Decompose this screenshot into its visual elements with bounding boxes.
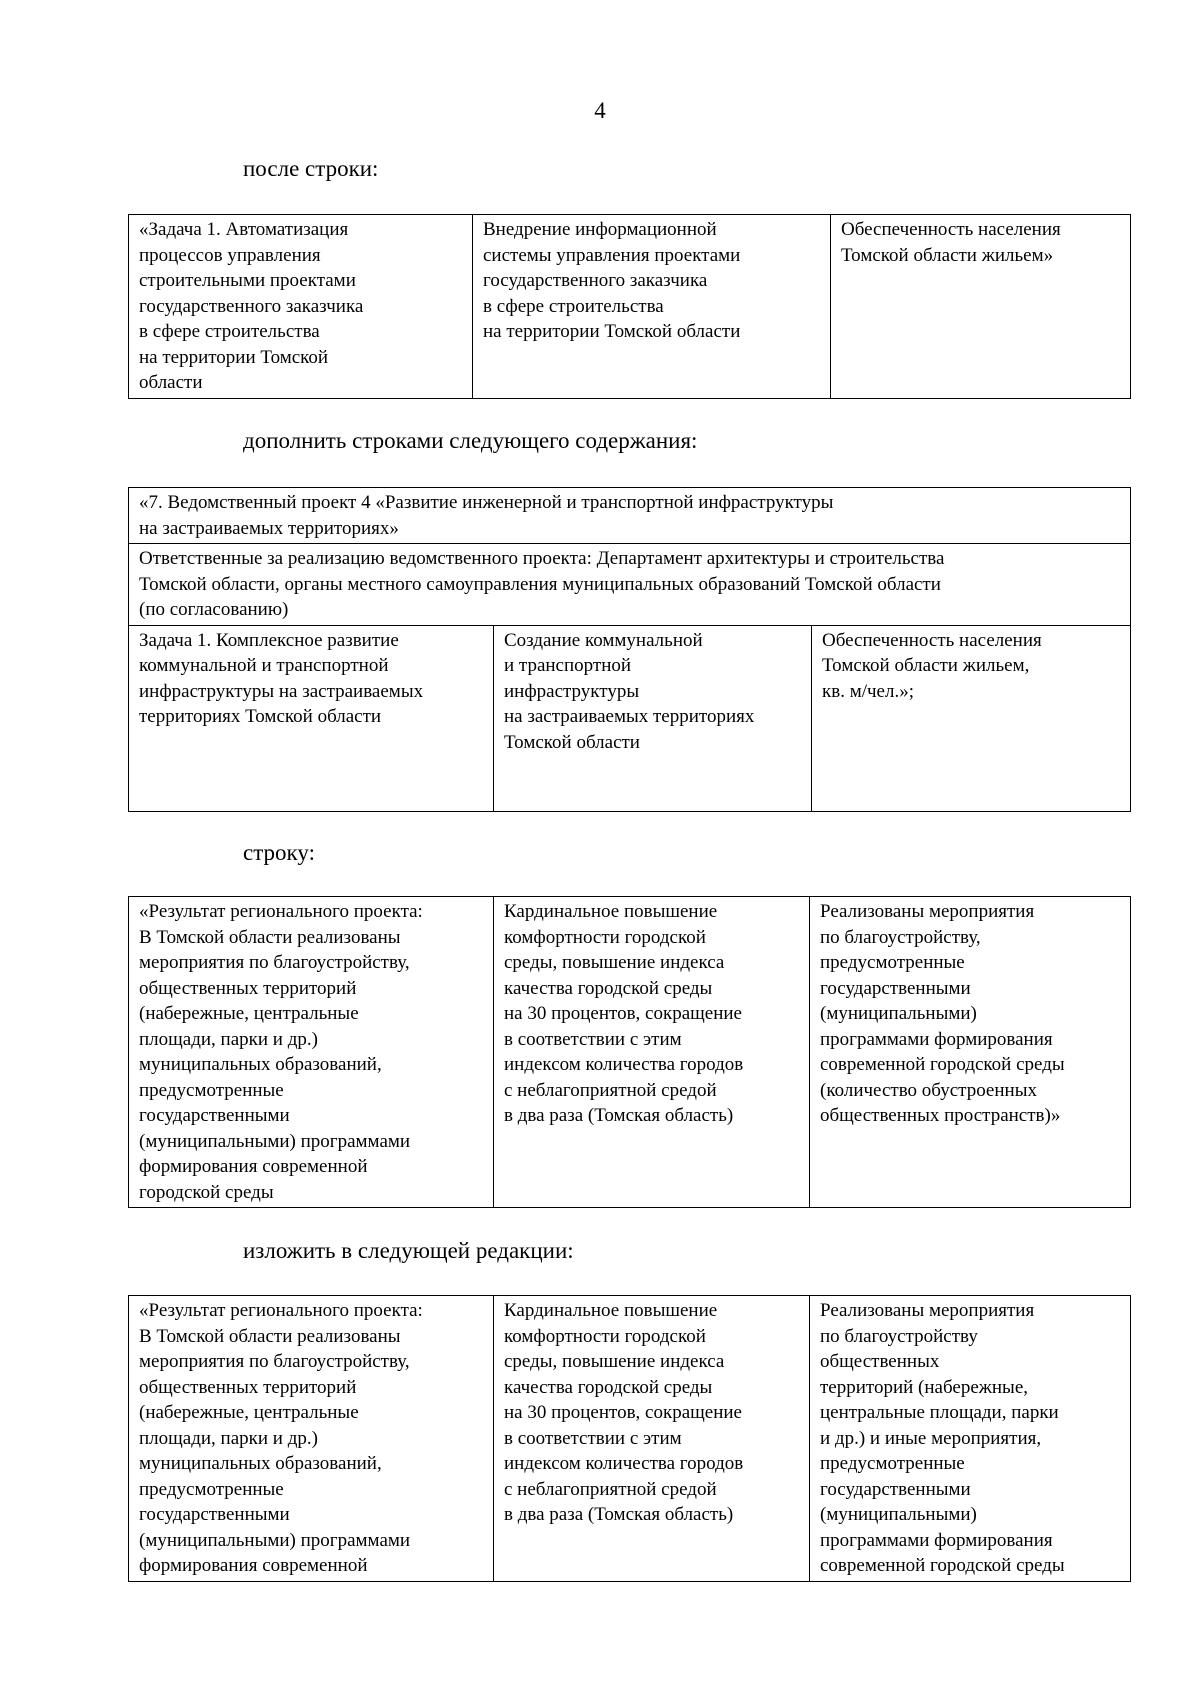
cell-text-line: на территории Томской области [483, 321, 741, 342]
table-cell-full [129, 488, 1131, 544]
table-cell-full [129, 544, 1131, 626]
cell-text-line: «7. Ведомственный проект 4 «Развитие инженерной и транспортной инфраструктуры [139, 492, 834, 513]
cell-text-line: «Результат регионального проекта: [139, 901, 423, 922]
cell-text-line: Обеспеченность населения [822, 629, 1042, 651]
cell-text-line: (по согласованию) [139, 599, 289, 620]
table-4 [128, 1295, 1131, 1582]
cell-text-line: программами формирования [820, 1529, 1053, 1551]
cell-text-line: «Результат регионального проекта: [139, 1300, 423, 1321]
cell-text-line: системы управления проектами [483, 244, 741, 266]
cell-text-line: в сфере строительства [483, 295, 664, 317]
cell-text-line: программами формирования [820, 1028, 1053, 1050]
section-heading-3: строку: [243, 840, 315, 865]
table-row [129, 1296, 1131, 1582]
cell-text-line: мероприятия по благоустройству, [139, 1351, 410, 1372]
section-heading-4: изложить в следующей редакции: [243, 1238, 574, 1263]
cell-text-line: по благоустройству [820, 1325, 978, 1347]
cell-text-line: государственного заказчика [139, 295, 364, 317]
cell-text-line: в два раза (Томская область) [504, 1105, 734, 1126]
cell-text-line: качества городской среды [504, 977, 713, 999]
table-1 [128, 214, 1131, 399]
cell-text-line: в два раза (Томская область) [504, 1504, 734, 1525]
table-row [129, 625, 1131, 811]
cell-text-line: территориях Томской области [139, 706, 382, 727]
table-row [129, 897, 1131, 1208]
cell-text-line: государственными [820, 977, 971, 999]
section-heading-1: после строки: [243, 156, 379, 181]
cell-text-line: с неблагоприятной средой [504, 1079, 717, 1101]
cell-text-line: Создание коммунальной [504, 629, 703, 651]
table-cell [494, 897, 810, 1208]
cell-text-line: на застраиваемых территориях» [139, 517, 399, 539]
cell-text-line: общественных территорий [139, 977, 357, 999]
cell-text-line: (муниципальными) [820, 1003, 977, 1024]
table-cell [810, 1296, 1131, 1582]
cell-text-line: «Задача 1. Автоматизация [139, 219, 349, 240]
cell-text-line: Задача 1. Комплексное развитие [139, 629, 399, 651]
cell-text-line: на 30 процентов, сокращение [504, 1003, 742, 1024]
table-cell [831, 215, 1131, 399]
cell-text-line: (набережные, центральные [139, 1003, 359, 1024]
section-heading-2: дополнить строками следующего содержания: [243, 428, 698, 453]
cell-text-line: Томской области жильем, [822, 655, 1030, 676]
cell-text-line: площади, парки и др.) [139, 1028, 318, 1050]
cell-text-line: современной городской среды [820, 1054, 1065, 1075]
cell-text-line: городской среды [139, 1181, 274, 1203]
cell-text-line: Внедрение информационной [483, 219, 717, 240]
cell-text-line: строительными проектами [139, 270, 356, 291]
cell-text-line: площади, парки и др.) [139, 1427, 318, 1449]
cell-text-line: (муниципальными) [820, 1504, 977, 1525]
cell-text-line: современной городской среды [820, 1555, 1065, 1576]
cell-text-line: индексом количества городов [504, 1054, 744, 1075]
cell-text-line: предусмотренные [139, 1478, 284, 1500]
cell-text-line: государственными [139, 1105, 290, 1126]
cell-text-line: инфраструктуры на застраиваемых [139, 680, 424, 702]
cell-text-line: мероприятия по благоустройству, [139, 952, 410, 973]
table-3 [128, 896, 1131, 1208]
cell-text-line: Томской области жильем» [841, 244, 1054, 266]
table-cell [494, 1296, 810, 1582]
cell-text-line: государственными [139, 1504, 290, 1525]
cell-text-line: инфраструктуры [504, 680, 640, 702]
table-cell [129, 625, 494, 811]
cell-text-line: муниципальных образований, [139, 1453, 382, 1474]
cell-text-line: Реализованы мероприятия [820, 1300, 1035, 1321]
cell-text-line: Кардинальное повышение [504, 1300, 718, 1321]
page-number: 4 [594, 98, 606, 123]
cell-text-line: Томской области, органы местного самоуправления муниципальных образований Томской области [139, 573, 941, 595]
table-cell [810, 897, 1131, 1208]
cell-text-line: на застраиваемых территориях [504, 706, 755, 727]
cell-text-line: предусмотренные [139, 1079, 284, 1101]
cell-text-line: центральные площади, парки [820, 1402, 1059, 1423]
cell-text-line: государственного заказчика [483, 270, 708, 291]
table-cell [129, 897, 494, 1208]
cell-text-line: среды, повышение индекса [504, 1351, 725, 1372]
cell-text-line: (муниципальными) программами [139, 1130, 411, 1152]
table-row [129, 488, 1131, 544]
cell-text-line: и др.) и иные мероприятия, [820, 1427, 1042, 1449]
cell-text-line: Томской области [504, 731, 640, 753]
cell-text-line: комфортности городской [504, 1325, 706, 1347]
cell-text-line: комфортности городской [504, 926, 706, 948]
cell-text-line: на 30 процентов, сокращение [504, 1402, 742, 1423]
cell-text-line: и транспортной [504, 655, 632, 676]
cell-text-line: Ответственные за реализацию ведомственного проекта: Департамент архитектуры и строительства [139, 548, 945, 569]
table-cell [129, 1296, 494, 1582]
table-cell [473, 215, 831, 399]
cell-text-line: среды, повышение индекса [504, 952, 725, 973]
table-cell [494, 625, 812, 811]
cell-text-line: предусмотренные [820, 1453, 965, 1474]
cell-text-line: в соответствии с этим [504, 1427, 682, 1449]
cell-text-line: с неблагоприятной средой [504, 1478, 717, 1500]
table-cell [129, 215, 473, 399]
table-cell [812, 625, 1131, 811]
table-row [129, 544, 1131, 626]
cell-text-line: (муниципальными) программами [139, 1529, 411, 1551]
cell-text-line: кв. м/чел.»; [822, 680, 915, 702]
cell-text-line: на территории Томской [139, 346, 329, 368]
table-row [129, 215, 1131, 399]
cell-text-line: В Томской области реализованы [139, 1325, 401, 1347]
cell-text-line: формирования современной [139, 1555, 368, 1576]
cell-text-line: Реализованы мероприятия [820, 901, 1035, 922]
cell-text-line: предусмотренные [820, 952, 965, 973]
cell-text-line: в соответствии с этим [504, 1028, 682, 1050]
cell-text-line: муниципальных образований, [139, 1054, 382, 1075]
table-2 [128, 487, 1131, 812]
cell-text-line: по благоустройству, [820, 926, 981, 948]
cell-text-line: территорий (набережные, [820, 1376, 1028, 1398]
cell-text-line: общественных территорий [139, 1376, 357, 1398]
cell-text-line: В Томской области реализованы [139, 926, 401, 948]
cell-text-line: Кардинальное повышение [504, 901, 718, 922]
cell-text-line: общественных [820, 1351, 940, 1372]
cell-text-line: качества городской среды [504, 1376, 713, 1398]
cell-text-line: (количество обустроенных [820, 1079, 1037, 1101]
cell-text-line: области [139, 372, 203, 393]
cell-text-line: (набережные, центральные [139, 1402, 359, 1423]
cell-text-line: Обеспеченность населения [841, 219, 1061, 240]
cell-text-line: формирования современной [139, 1156, 368, 1177]
cell-text-line: государственными [820, 1478, 971, 1500]
cell-text-line: коммунальной и транспортной [139, 655, 389, 676]
cell-text-line: в сфере строительства [139, 321, 320, 342]
cell-text-line: индексом количества городов [504, 1453, 744, 1474]
cell-text-line: процессов управления [139, 244, 321, 266]
cell-text-line: общественных пространств)» [820, 1105, 1061, 1126]
